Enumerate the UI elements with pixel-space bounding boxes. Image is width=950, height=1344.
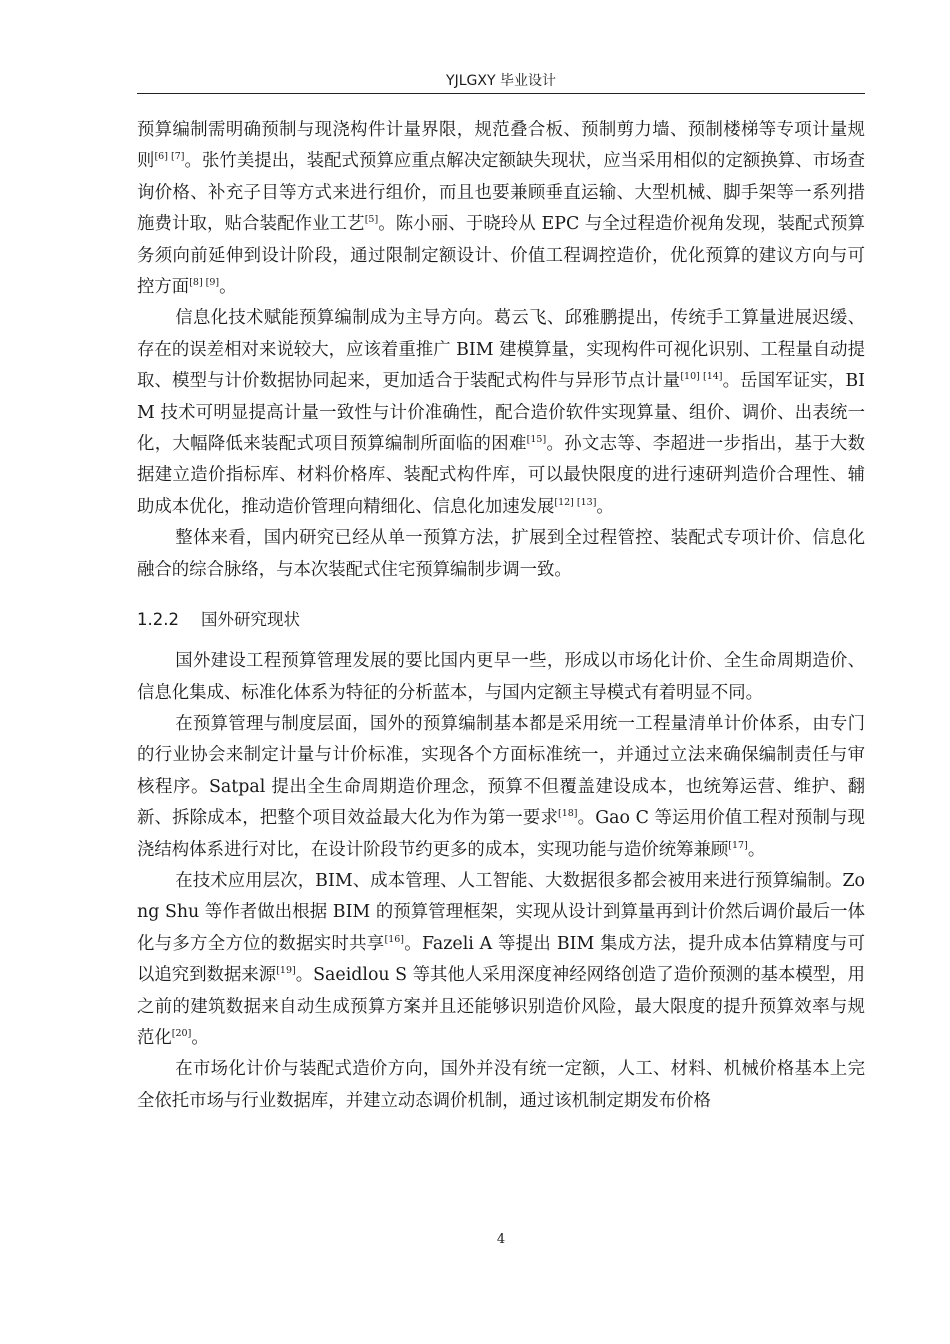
paragraph-informatization: [137, 303, 865, 523]
text-run: 。: [596, 496, 614, 517]
text-run: 。孙文志等、李超进一步指出，基于大数据建立造价指标库、材料价格库、装配式构件库，可以最快限度的进行速研判造价合理性、辅助成本优化，推动造价管理向精细化、信息化加速发展: [137, 434, 865, 517]
citation: [8] [9]: [189, 277, 220, 289]
section-number: 1.2.2: [137, 610, 179, 630]
paragraph-foreign-technology: [137, 866, 865, 1054]
text-run: 在技术应用层次，BIM、成本管理、人工智能、大数据很多都会被用来进行预算编制。Zong Shu 等作者做出根据 BIM 的预算管理框架，实现从设计到算量再到计价然后调价最后一体化与多方全方位的数据实时共享: [137, 870, 865, 954]
header-rule: [137, 93, 865, 94]
text-run: 。: [219, 277, 237, 298]
text-run: 信息化技术赋能预算编制成为主导方向。葛云飞、邱雅鹏提出，传统手工算量进展迟缓、存在的误差相对来说较大，应该着重推广 BIM 建模算量，实现构件可视化识别、工程量自动提取、模型与计价数据协同起来，更加适合于装配式构件与异形节点计量: [137, 308, 865, 392]
citation: [12] [13]: [554, 496, 597, 508]
text-run: 。Gao C 等运用价值工程对预制与现浇结构体系进行对比，在设计阶段节约更多的成本，实现功能与造价统筹兼顾: [137, 808, 865, 860]
text-run: 。: [747, 839, 766, 860]
text-run: 预算编制需明确预制与现浇构件计量界限，规范叠合板、预制剪力墙、预制楼梯等专项计量规则: [137, 120, 865, 172]
citation: [17]: [728, 839, 748, 851]
section-title: 国外研究现状: [200, 610, 300, 630]
text-run: 在市场化计价与装配式造价方向，国外并没有统一定额，人工、材料、机械价格基本上完全依托市场与行业数据库，并建立动态调价机制，通过该机制定期发布价格: [137, 1059, 865, 1111]
paragraph-domestic-summary: [137, 523, 865, 586]
text-run: 。岳国军证实，BIM 技术可明显提高计量一致性与计价准确性，配合造价软件实现算量、组价、调价、出表统一化，大幅降低来装配式项目预算编制所面临的困难: [137, 371, 865, 455]
paragraph-foreign-system: [137, 709, 865, 866]
text-run: 。Fazeli A 等提出 BIM 集成方法，提升成本估算精度与可以追究到数据来源: [137, 933, 865, 986]
section-heading: [137, 606, 865, 634]
citation: [19]: [276, 965, 296, 977]
citation: [20]: [171, 1027, 192, 1039]
paragraph-foreign-market: [137, 1054, 865, 1117]
citation: [15]: [526, 434, 547, 446]
citation: [18]: [558, 808, 578, 820]
text-run: 。陈小丽、于晓玲从 EPC 与全过程造价视角发现，装配式预算务须向前延伸到设计阶段，通过限制定额设计、价值工程调控造价，优化预算的建议方向与可控方面: [137, 214, 865, 298]
text-run: 整体来看，国内研究已经从单一预算方法，扩展到全过程管控、装配式专项计价、信息化融合的综合脉络，与本次装配式住宅预算编制步调一致。: [137, 528, 865, 580]
citation: [6] [7]: [154, 151, 185, 163]
citation: [16]: [384, 933, 405, 945]
text-run: 。Saeidlou S 等其他人采用深度神经网络创造了造价预测的基本模型，用之前的建筑数据来自动生成预算方案并且还能够识别造价风险，最大限度的提升预算效率与规范化: [137, 965, 865, 1048]
text-run: 。: [191, 1027, 209, 1048]
page-number: 4: [496, 1232, 506, 1247]
running-header: YJLGXY 毕业设计: [446, 73, 556, 89]
text-run: 在预算管理与制度层面，国外的预算编制基本都是采用统一工程量清单计价体系，由专门的行业协会来制定计量与计价标准，实现各个方面标准统一，并通过立法来确保编制责任与审核程序。Satpal 提出全生命周期造价理念，预算不但覆盖建设成本，也统筹运营、维护、翻新、拆除成本，把整个项目效益最大化为作为第一要求: [137, 713, 865, 829]
paragraph-prefab-budget: [137, 115, 865, 303]
text-run: 。张竹美提出，装配式预算应重点解决定额缺失现状，应当采用相似的定额换算、市场查询价格、补充子目等方式来进行组价，而且也要兼顾垂直运输、大型机械、脚手架等一系列措施费计取，贴合装配作业工艺: [137, 151, 865, 235]
page-body: [137, 115, 865, 1117]
text-run: 国外建设工程预算管理发展的要比国内更早一些，形成以市场化计价、全生命周期造价、信息化集成、标准化体系为特征的分析蓝本，与国内定额主导模式有着明显不同。: [137, 651, 865, 703]
citation: [5]: [364, 214, 379, 226]
citation: [10] [14]: [680, 371, 723, 383]
paragraph-foreign-overview: [137, 646, 865, 709]
